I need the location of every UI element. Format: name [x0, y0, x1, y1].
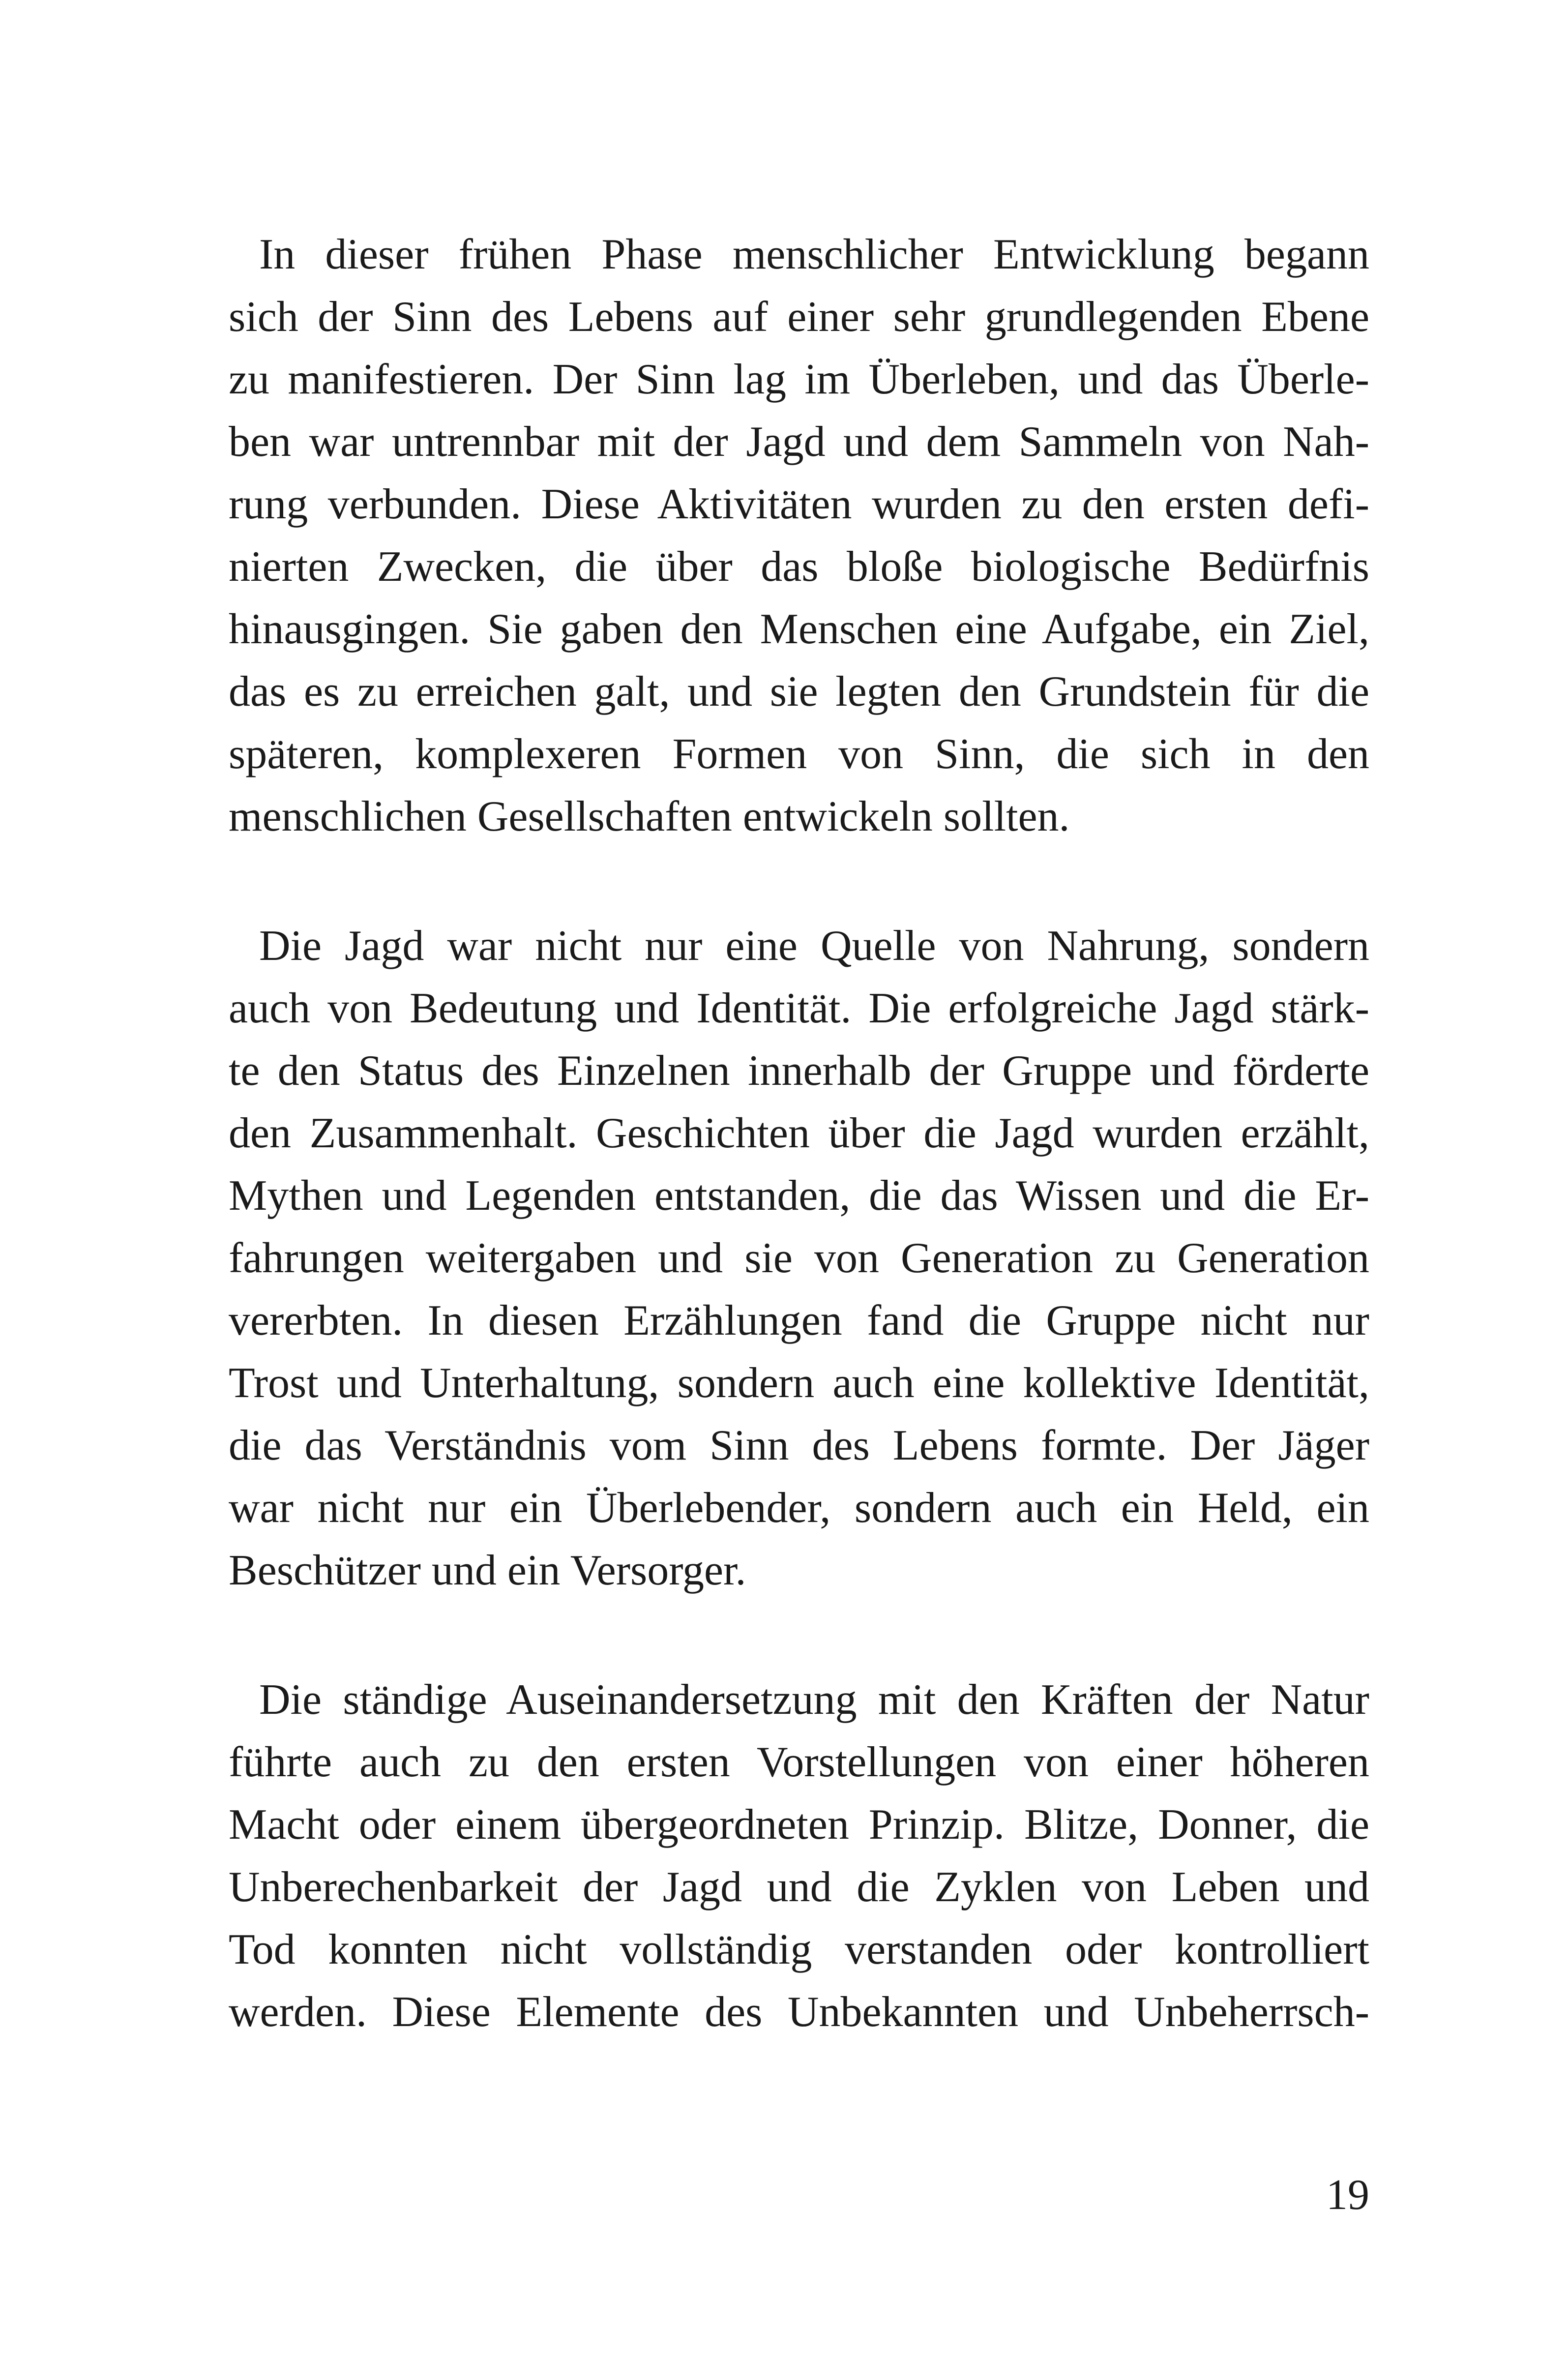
text-line: den Zusammenhalt. Geschichten über die Jagd wurden erzählt,: [229, 1109, 1369, 1157]
text-line: vererbten. In diesen Erzählungen fand die Gruppe nicht nur: [229, 1297, 1369, 1344]
text-line: Die ständige Auseinandersetzung mit den Kräften der Natur: [259, 1676, 1369, 1724]
text-line: In dieser frühen Phase menschlicher Entwicklung begann: [259, 231, 1369, 278]
text-line: te den Status des Einzelnen innerhalb der Gruppe und förderte: [229, 1047, 1369, 1095]
text-line: Unberechenbarkeit der Jagd und die Zyklen von Leben und: [229, 1863, 1369, 1911]
paragraph: [229, 1669, 1369, 2043]
text-line: war nicht nur ein Überlebender, sondern auch ein Held, ein: [229, 1484, 1369, 1532]
text-line: die das Verständnis vom Sinn des Lebens formte. Der Jäger: [229, 1422, 1369, 1469]
paragraph: [229, 223, 1369, 848]
text-line: fahrungen weitergaben und sie von Generation zu Generation: [229, 1234, 1369, 1282]
text-line: auch von Bedeutung und Identität. Die erfolgreiche Jagd stärk-: [229, 985, 1369, 1032]
text-line: späteren, komplexeren Formen von Sinn, die sich in den: [229, 730, 1369, 778]
text-line: rung verbunden. Diese Aktivitäten wurden zu den ersten defi-: [229, 480, 1369, 528]
text-line: führte auch zu den ersten Vorstellungen von einer höheren: [229, 1738, 1369, 1786]
text-line: nierten Zwecken, die über das bloße biologische Bedürfnis: [229, 543, 1369, 591]
page-number: 19: [1326, 2171, 1369, 2219]
text-line: Beschützer und ein Versorger.: [229, 1547, 746, 1594]
text-line: hinausgingen. Sie gaben den Menschen eine Aufgabe, ein Ziel,: [229, 605, 1369, 653]
text-line: zu manifestieren. Der Sinn lag im Überleben, und das Überle-: [229, 356, 1369, 403]
text-line: sich der Sinn des Lebens auf einer sehr grundlegenden Ebene: [229, 293, 1369, 341]
text-line: ben war untrennbar mit der Jagd und dem Sammeln von Nah-: [229, 418, 1369, 466]
paragraph: [229, 915, 1369, 1602]
text-line: Macht oder einem übergeordneten Prinzip. Blitze, Donner, die: [229, 1801, 1369, 1849]
text-line: Die Jagd war nicht nur eine Quelle von Nahrung, sondern: [259, 922, 1369, 970]
text-line: menschlichen Gesellschaften entwickeln sollten.: [229, 793, 1070, 840]
text-line: das es zu erreichen galt, und sie legten den Grundstein für die: [229, 668, 1369, 716]
text-line: Trost und Unterhaltung, sondern auch eine kollektive Identität,: [229, 1359, 1369, 1407]
text-line: werden. Diese Elemente des Unbekannten und Unbeherrsch-: [229, 1988, 1369, 2036]
text-line: Mythen und Legenden entstanden, die das Wissen und die Er-: [229, 1172, 1369, 1220]
text-line: Tod konnten nicht vollständig verstanden oder kontrolliert: [229, 1926, 1369, 1973]
